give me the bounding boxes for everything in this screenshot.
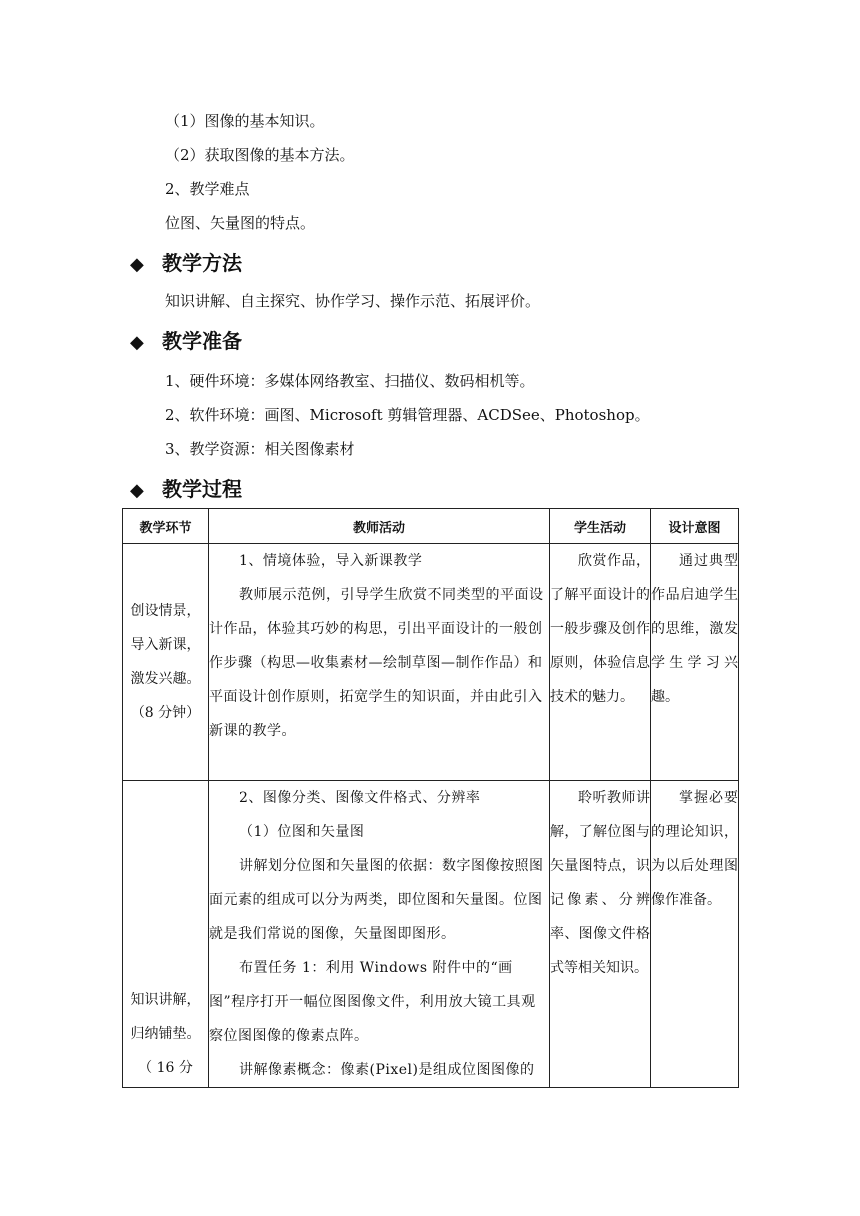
section-heading-prep xyxy=(130,328,242,356)
methods-text: 知识讲解、自主探究、协作学习、操作示范、拓展评价。 xyxy=(165,292,541,310)
teacher-paragraph: 教师展示范例，引导学生欣赏不同类型的平面设计作品，体验其巧妙的构思，引出平面设计的一般创作步骤（构思—收集素材—绘制草图—制作作品）和平面设计创作原则，拓宽学生的知识面，并由此引入新课的教学。 xyxy=(209,587,544,739)
section-title: 教学准备 xyxy=(162,329,242,353)
intro-line-3: 2、教学难点 xyxy=(165,180,250,198)
prep-item-2: 2、软件环境：画图、Microsoft 剪辑管理器、ACDSee、Photoshop。 xyxy=(165,406,650,424)
section-heading-methods xyxy=(130,250,242,278)
student-activity-text: 欣赏作品，了解平面设计的一般步骤及创作原则，体验信息技术的魅力。 xyxy=(550,553,650,705)
teacher-paragraph: 2、图像分类、图像文件格式、分辨率 xyxy=(239,790,481,806)
stage-line: 知识讲解， xyxy=(130,992,201,1008)
table-row xyxy=(123,781,739,1088)
header-student: 学生活动 xyxy=(550,509,651,544)
stage-line: 归纳铺垫。 xyxy=(130,1026,201,1042)
table-row xyxy=(123,544,739,781)
stage-line: 导入新课， xyxy=(130,637,201,653)
diamond-bullet-icon: ◆ xyxy=(130,480,144,501)
teacher-paragraph: 布置任务 1：利用 Windows 附件中的“画图”程序打开一幅位图图像文件，利用放大镜工具观察位图图像的像素点阵。 xyxy=(209,960,536,1044)
intro-line-2: （2）获取图像的基本方法。 xyxy=(165,146,355,164)
design-intent-text: 通过典型作品启迪学生的思维，激发学生学习兴趣。 xyxy=(651,553,738,705)
prep-item-3: 3、教学资源：相关图像素材 xyxy=(165,440,355,458)
intro-line-1: （1）图像的基本知识。 xyxy=(165,112,325,130)
section-heading-process xyxy=(130,476,242,504)
stage-line: 激发兴趣。 xyxy=(130,671,201,687)
section-title: 教学过程 xyxy=(162,477,242,501)
diamond-bullet-icon: ◆ xyxy=(130,332,144,353)
teacher-paragraph: 1、情境体验，导入新课教学 xyxy=(239,553,423,569)
teacher-activity-cell xyxy=(209,544,550,781)
header-stage: 教学环节 xyxy=(123,509,209,544)
design-intent-cell xyxy=(651,544,739,781)
stage-line: （ 16 分 xyxy=(138,1060,193,1076)
design-intent-text: 掌握必要的理论知识，为以后处理图像作准备。 xyxy=(651,790,738,908)
teacher-activity-cell xyxy=(209,781,550,1088)
prep-item-1: 1、硬件环境：多媒体网络教室、扫描仪、数码相机等。 xyxy=(165,372,535,390)
diamond-bullet-icon: ◆ xyxy=(130,254,144,275)
stage-line: 创设情景， xyxy=(130,603,201,619)
teacher-paragraph: （1）位图和矢量图 xyxy=(239,824,365,840)
student-activity-cell xyxy=(550,781,651,1088)
teacher-paragraph: 讲解划分位图和矢量图的依据：数字图像按照图面元素的组成可以分为两类，即位图和矢量图。位图就是我们常说的图像，矢量图即图形。 xyxy=(209,858,544,942)
stage-cell xyxy=(123,781,209,1088)
stage-line: （8 分钟） xyxy=(130,705,201,721)
design-intent-cell xyxy=(651,781,739,1088)
student-activity-text: 聆听教师讲解，了解位图与矢量图特点，识记像素、分辨率、图像文件格式等相关知识。 xyxy=(550,790,650,976)
table-header-row xyxy=(123,509,739,544)
teacher-paragraph: 讲解像素概念：像素(Pixel)是组成位图图像的 xyxy=(239,1062,535,1078)
section-title: 教学方法 xyxy=(162,251,242,275)
teaching-process-table xyxy=(122,508,739,1088)
header-teacher: 教师活动 xyxy=(209,509,550,544)
student-activity-cell xyxy=(550,544,651,781)
intro-line-4: 位图、矢量图的特点。 xyxy=(165,214,316,232)
stage-cell xyxy=(123,544,209,781)
header-intent: 设计意图 xyxy=(651,509,739,544)
